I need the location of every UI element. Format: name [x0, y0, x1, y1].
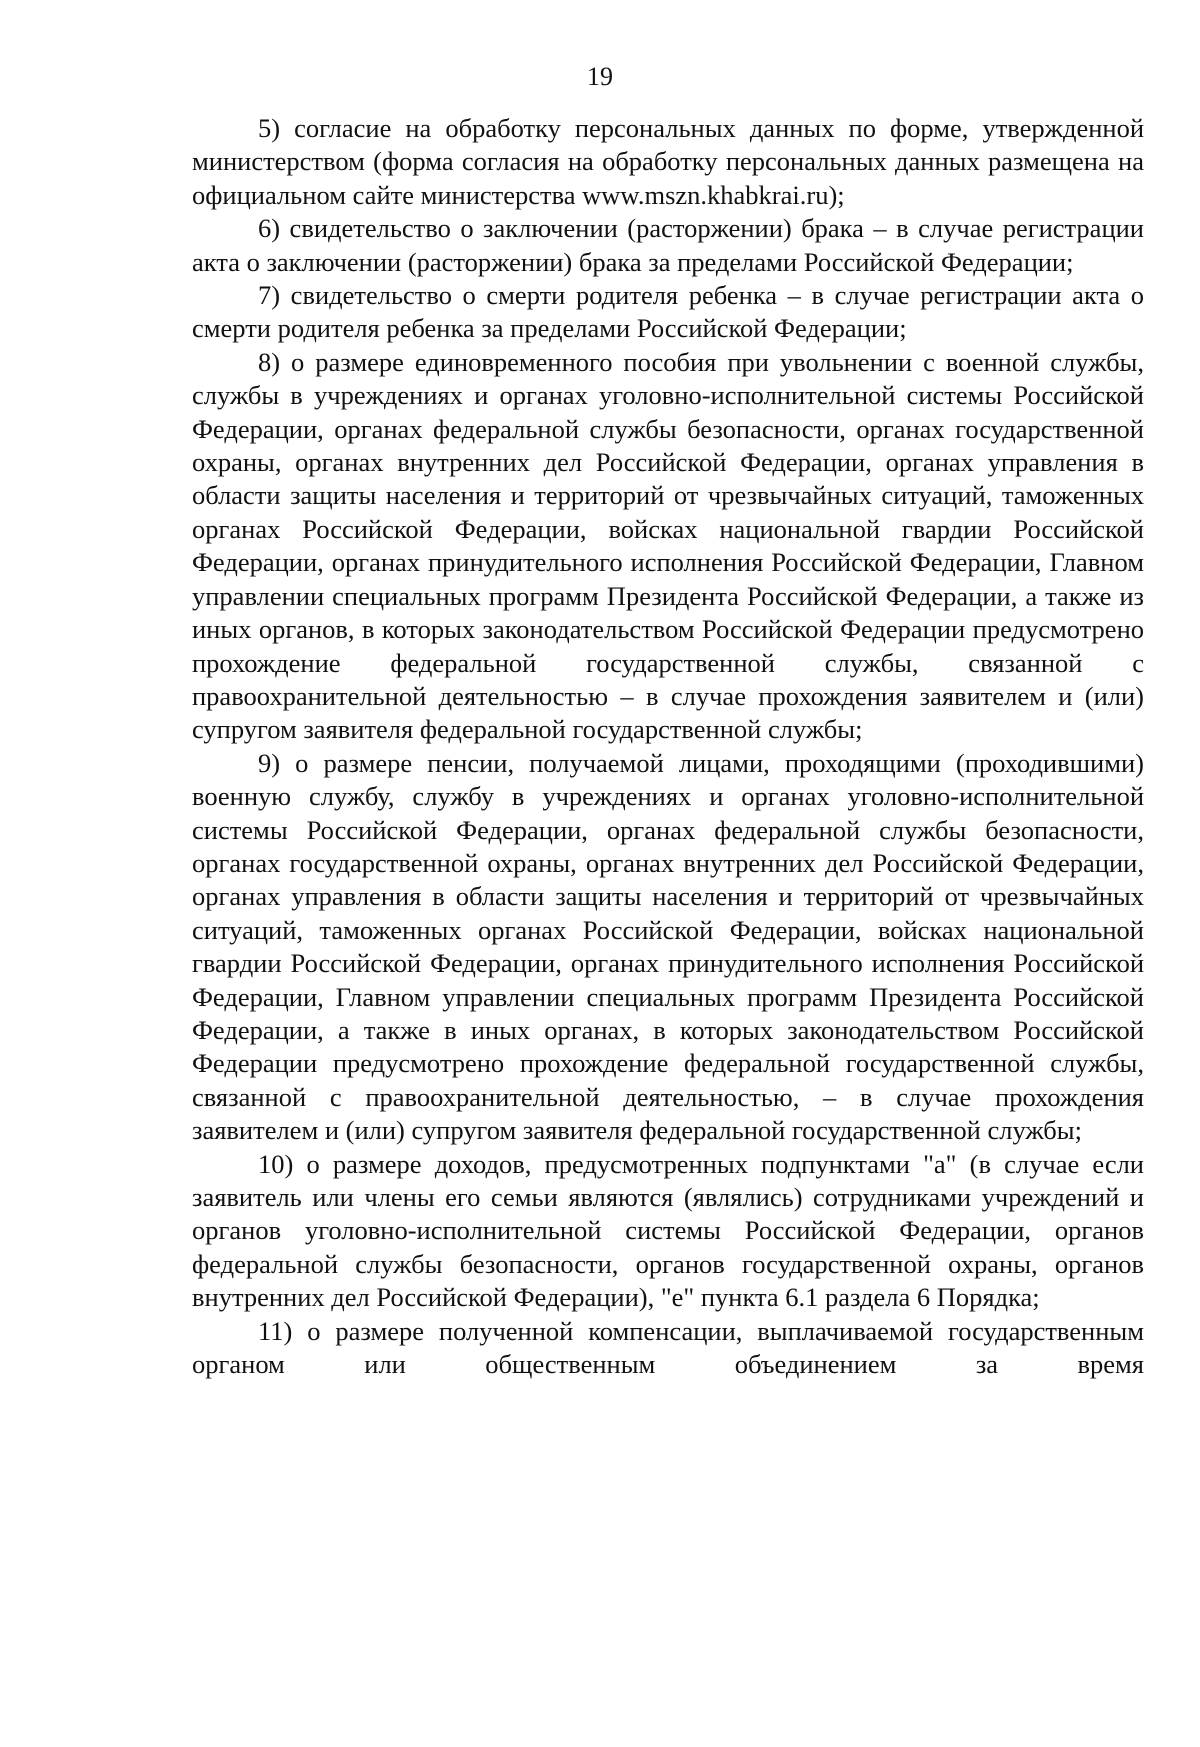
- list-item-11-compensation: 11) о размере полученной компенсации, выплачиваемой государственным органом или общественным объединением за время: [192, 1315, 1144, 1380]
- list-item-9-pension: 9) о размере пенсии, получаемой лицами, проходящими (проходившими) военную службу, службу в учреждениях и органах уголовно-исполнительной системы Российской Федерации, органах федеральной службы безопасности, органах государственной охраны, органах внутренних дел Российской Федерации, органах управления в области защиты населения и территорий от чрезвычайных ситуаций, таможенных органах Российской Федерации, войсках национальной гвардии Российской Федерации, органах принудительного исполнения Российской Федерации, Главном управлении специальных программ Президента Российской Федерации, а также в иных органах, в которых законодательством Российской Федерации предусмотрено прохождение федеральной государственной службы, связанной с правоохранительной деятельностью, – в случае прохождения заявителем и (или) супругом заявителя федеральной государственной службы;: [192, 747, 1144, 1146]
- list-item-6-marriage-certificate: 6) свидетельство о заключении (расторжении) брака – в случае регистрации акта о заключении (расторжении) брака за пределами Российской Федерации;: [192, 213, 1144, 277]
- list-item-7-death-certificate: 7) свидетельство о смерти родителя ребенка – в случае регистрации акта о смерти родителя ребенка за пределами Российской Федерации;: [192, 280, 1144, 344]
- list-item-8-severance-allowance: 8) о размере единовременного пособия при увольнении с военной службы, службы в учреждениях и органах уголовно-исполнительной системы Российской Федерации, органах федеральной службы безопасности, органах государственной охраны, органах внутренних дел Российской Федерации, органах управления в области защиты населения и территорий от чрезвычайных ситуаций, таможенных органах Российской Федерации, войсках национальной гвардии Российской Федерации, органах принудительного исполнения Российской Федерации, Главном управлении специальных программ Президента Российской Федерации, а также из иных органов, в которых законодательством Российской Федерации предусмотрено прохождение федеральной государственной службы, связанной с правоохранительной деятельностью – в случае прохождения заявителем и (или) супругом заявителя федеральной государственной службы;: [192, 346, 1144, 745]
- page-number: 19: [587, 62, 613, 91]
- list-item-5-consent: 5) согласие на обработку персональных данных по форме, утвержденной министерством (форма согласия на обработку персональных данных размещена на официальном сайте министерства www.mszn.khabkrai.ru);: [192, 113, 1144, 210]
- document-body: [192, 112, 1144, 1381]
- list-item-10-income: 10) о размере доходов, предусмотренных подпунктами "а" (в случае если заявитель или члены его семьи являются (являлись) сотрудниками учреждений и органов уголовно-исполнительной системы Российской Федерации, органов федеральной службы безопасности, органов государственной охраны, органов внутренних дел Российской Федерации), "е" пункта 6.1 раздела 6 Порядка;: [192, 1148, 1144, 1313]
